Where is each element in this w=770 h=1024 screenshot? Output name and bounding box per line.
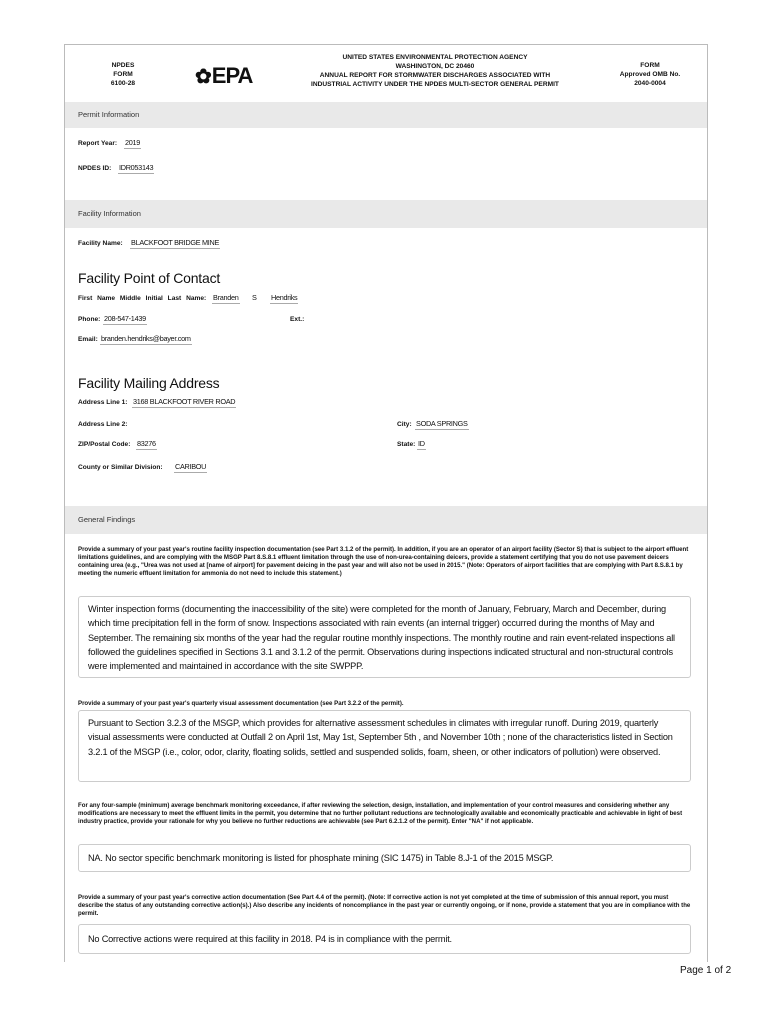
report-year-value: 2019: [125, 138, 141, 147]
mailing-heading: Facility Mailing Address: [78, 375, 220, 391]
phone-value: 208-547-1439: [104, 314, 146, 323]
facility-section-header: Facility Information: [65, 200, 707, 228]
middle-initial-value: S: [252, 293, 257, 302]
findings-section-header: General Findings: [65, 506, 707, 534]
city-value: SODA SPRINGS: [416, 419, 468, 428]
npdes-id-value: IDR053143: [119, 163, 154, 172]
epa-flower-icon: ✿: [195, 66, 211, 88]
npdes-id-label: NPDES ID:: [78, 165, 112, 172]
form-header: [65, 44, 707, 103]
last-name-value: Hendriks: [271, 293, 298, 302]
question-benchmark-exceedance: For any four-sample (minimum) average benchmark monitoring exceedance, if after reviewing the selection, design, installation, and implementation of your control measures and considering whether any modifications are necessary to meet the effluent limits in the permit, you determine that no further pollutant reductions are technologically available and economically practicable and achievable in light of best industry practice, provide your rationale for why you believe no further reductions are achievable (see Part 6.2.1.2 of the permit). Enter "NA" if not applicable.: [78, 802, 683, 825]
zip-value: 83276: [137, 439, 156, 448]
epa-logo: ✿EPA: [195, 63, 253, 88]
facility-name-value: BLACKFOOT BRIDGE MINE: [131, 238, 220, 247]
ext-label: Ext.:: [290, 316, 305, 323]
facility-name-label: Facility Name:: [78, 240, 123, 247]
zip-label: ZIP/Postal Code:: [78, 441, 131, 448]
city-label: City:: [397, 421, 412, 428]
answer-routine-inspection: Winter inspection forms (documenting the inaccessibility of the site) were completed for the month of January, February, March and December, during which time precipitation fell in the form of snow. Inspections associated with rain events (an internal trigger) occurred during the months of May and September. The remaining six months of the year had the regular routine monthly inspections. The monthly routine and rain event-related inspections all followed the guidelines specified in Sections 3.1 and 3.1.2 of the permit. Observations during inspections indicated structural and non-structural controls were implemented and maintained in accordance with the site SWPPP.: [78, 596, 691, 678]
answer-corrective-action: No Corrective actions were required at this facility in 2018. P4 is in compliance with the permit.: [78, 924, 691, 954]
question-visual-assessment: Provide a summary of your past year's quarterly visual assessment documentation (see Part 3.2.2 of the permit).: [78, 700, 404, 707]
phone-label: Phone:: [78, 316, 101, 323]
page-number: Page 1 of 2: [680, 965, 732, 976]
form-number-right: FORM Approved OMB No. 2040-0004: [619, 62, 681, 87]
first-name-value: Branden: [213, 293, 239, 302]
contact-name-labels: First Name Middle Initial Last Name:: [78, 295, 207, 302]
answer-benchmark-exceedance: NA. No sector specific benchmark monitoring is listed for phosphate mining (SIC 1475) in Table 8.J-1 of the 2015 MSGP.: [78, 844, 691, 872]
email-label: Email:: [78, 336, 98, 343]
question-routine-inspection: Provide a summary of your past year's routine facility inspection documentation (see Part 3.1.2 of the permit). In addition, if you are an operator of an airport facility (Sector S) that is subject to the airport effluent limitations guidelines, and are complying with the MSGP Part 8.S.8.1 effluent limitation through the use of non-urea-containing deicers, provide a statement certifying that you do not use pavement deicers containing urea (e.g., "Urea was not used at [name of airport] for pavement deicing in the past year and will also not be used in 2015." (Note: Operators of airport facilities that are complying with Part 8.S.8.1 by meeting the numeric effluent limitation for ammonia do not need to include this statement.): [78, 546, 689, 577]
address1-value: 3168 BLACKFOOT RIVER ROAD: [133, 397, 236, 406]
state-value: ID: [418, 439, 425, 448]
question-corrective-action: Provide a summary of your past year's corrective action documentation (See Part 4.4 of the permit). (Note: If corrective action is not yet completed at the time of submission of this annual report, you must describe the status of any outstanding corrective action(s).) Also describe any incidents of noncompliance in the past year or currently ongoing, or if none, provide a statement that you are in compliance with the permit.: [78, 894, 691, 917]
address2-label: Address Line 2:: [78, 421, 128, 428]
form-number-left: NPDES FORM 6100-28: [110, 62, 136, 87]
agency-title: UNITED STATES ENVIRONMENTAL PROTECTION AGENCY WASHINGTON, DC 20460 ANNUAL REPORT FOR STORMWATER DISCHARGES ASSOCIATED WITH INDUSTRIAL ACTIVITY UNDER THE NPDES MULTI-SECTOR GENERAL PERMIT: [311, 54, 559, 88]
county-value: CARIBOU: [175, 462, 207, 471]
county-label: County or Similar Division:: [78, 464, 163, 471]
permit-section-header: Permit Information: [65, 102, 707, 128]
contact-heading: Facility Point of Contact: [78, 270, 221, 286]
state-label: State:: [397, 441, 416, 448]
report-year-label: Report Year:: [78, 140, 118, 147]
address1-label: Address Line 1:: [78, 399, 128, 406]
form-page: [64, 44, 708, 962]
answer-visual-assessment: Pursuant to Section 3.2.3 of the MSGP, which provides for alternative assessment schedules in climates with irregular runoff. During 2019, quarterly visual assessments were conducted at Outfall 2 on April 1st, May 1st, September 5th , and November 10th ; none of the characteristics listed in Section 3.2.1 of the MSGP (i.e., color, odor, clarity, floating solids, settled and suspended solids, foam, sheen, or other indicators of pollution) were observed.: [78, 710, 691, 782]
email-value: branden.hendriks@bayer.com: [101, 334, 191, 343]
